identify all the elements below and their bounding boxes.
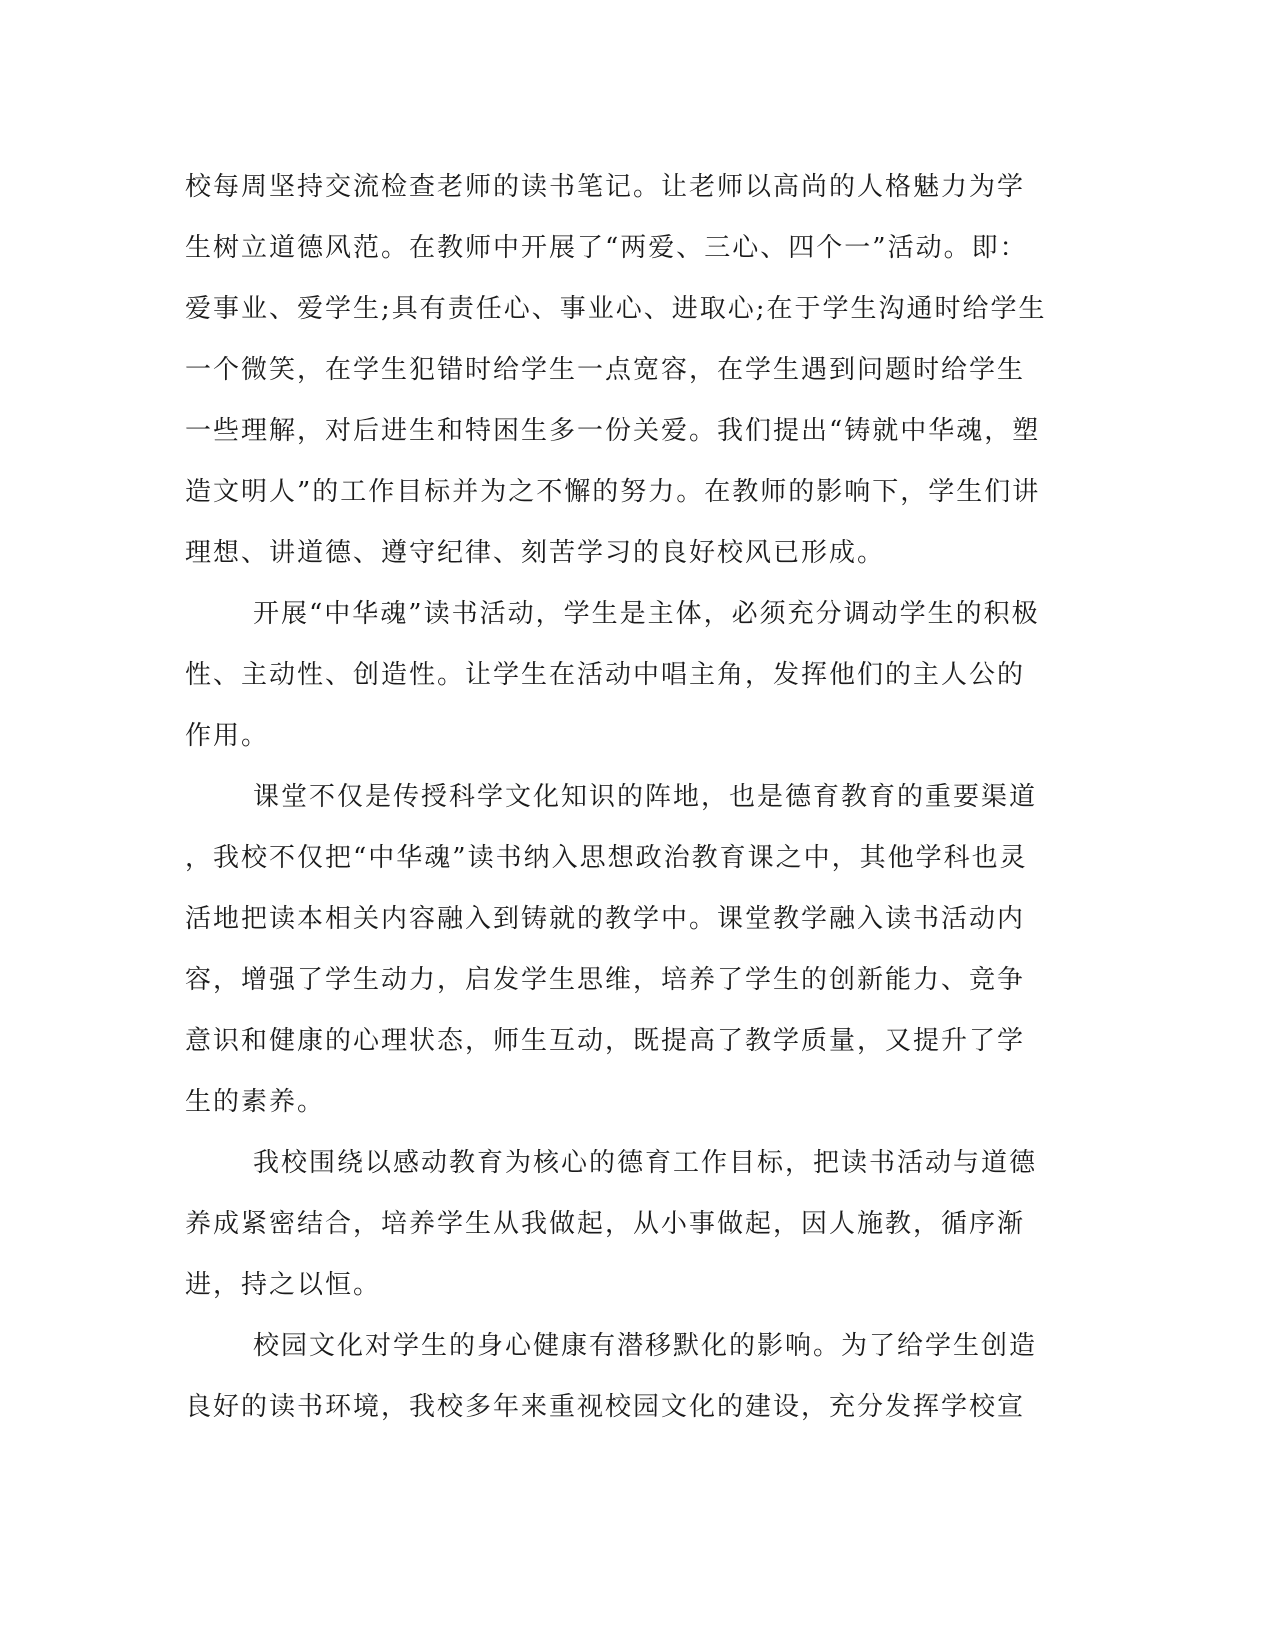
text-line: 校每周坚持交流检查老师的读书笔记。让老师以高尚的人格魅力为学 xyxy=(185,172,1026,202)
paragraph-first-line: 我校围绕以感动教育为核心的德育工作目标，把读书活动与道德 xyxy=(253,1148,1038,1178)
text-line: ，我校不仅把“中华魂”读书纳入思想政治教育课之中，其他学科也灵 xyxy=(185,843,1028,873)
text-line: 生的素养。 xyxy=(185,1087,326,1117)
paragraph-first-line: 课堂不仅是传授科学文化知识的阵地，也是德育教育的重要渠道 xyxy=(253,782,1038,812)
text-line: 容，增强了学生动力，启发学生思维，培养了学生的创新能力、竞争 xyxy=(185,965,1026,995)
text-line: 作用。 xyxy=(185,721,270,751)
text-line: 养成紧密结合，培养学生从我做起，从小事做起，因人施教，循序渐 xyxy=(185,1209,1026,1239)
text-line: 活地把读本相关内容融入到铸就的教学中。课堂教学融入读书活动内 xyxy=(185,904,1026,934)
text-line: 生树立道德风范。在教师中开展了“两爱、三心、四个一”活动。即： xyxy=(185,233,1028,263)
paragraph-first-line: 校园文化对学生的身心健康有潜移默化的影响。为了给学生创造 xyxy=(253,1331,1038,1361)
text-line: 进，持之以恒。 xyxy=(185,1270,382,1300)
text-line: 理想、讲道德、遵守纪律、刻苦学习的良好校风已形成。 xyxy=(185,538,886,568)
text-line: 良好的读书环境，我校多年来重视校园文化的建设，充分发挥学校宣 xyxy=(185,1392,1026,1422)
text-line: 爱事业、爱学生;具有责任心、事业心、进取心;在于学生沟通时给学生 xyxy=(185,294,1047,324)
text-line: 性、主动性、创造性。让学生在活动中唱主角，发挥他们的主人公的 xyxy=(185,660,1026,690)
paragraph-first-line: 开展“中华魂”读书活动，学生是主体，必须充分调动学生的积极 xyxy=(253,599,1040,629)
text-line: 造文明人”的工作目标并为之不懈的努力。在教师的影响下，学生们讲 xyxy=(185,477,1041,507)
document-body xyxy=(185,157,1065,1438)
text-line: 一些理解，对后进生和特困生多一份关爱。我们提出“铸就中华魂，塑 xyxy=(185,416,1041,446)
text-line: 意识和健康的心理状态，师生互动，既提高了教学质量，又提升了学 xyxy=(185,1026,1026,1056)
text-line: 一个微笑，在学生犯错时给学生一点宽容，在学生遇到问题时给学生 xyxy=(185,355,1026,385)
